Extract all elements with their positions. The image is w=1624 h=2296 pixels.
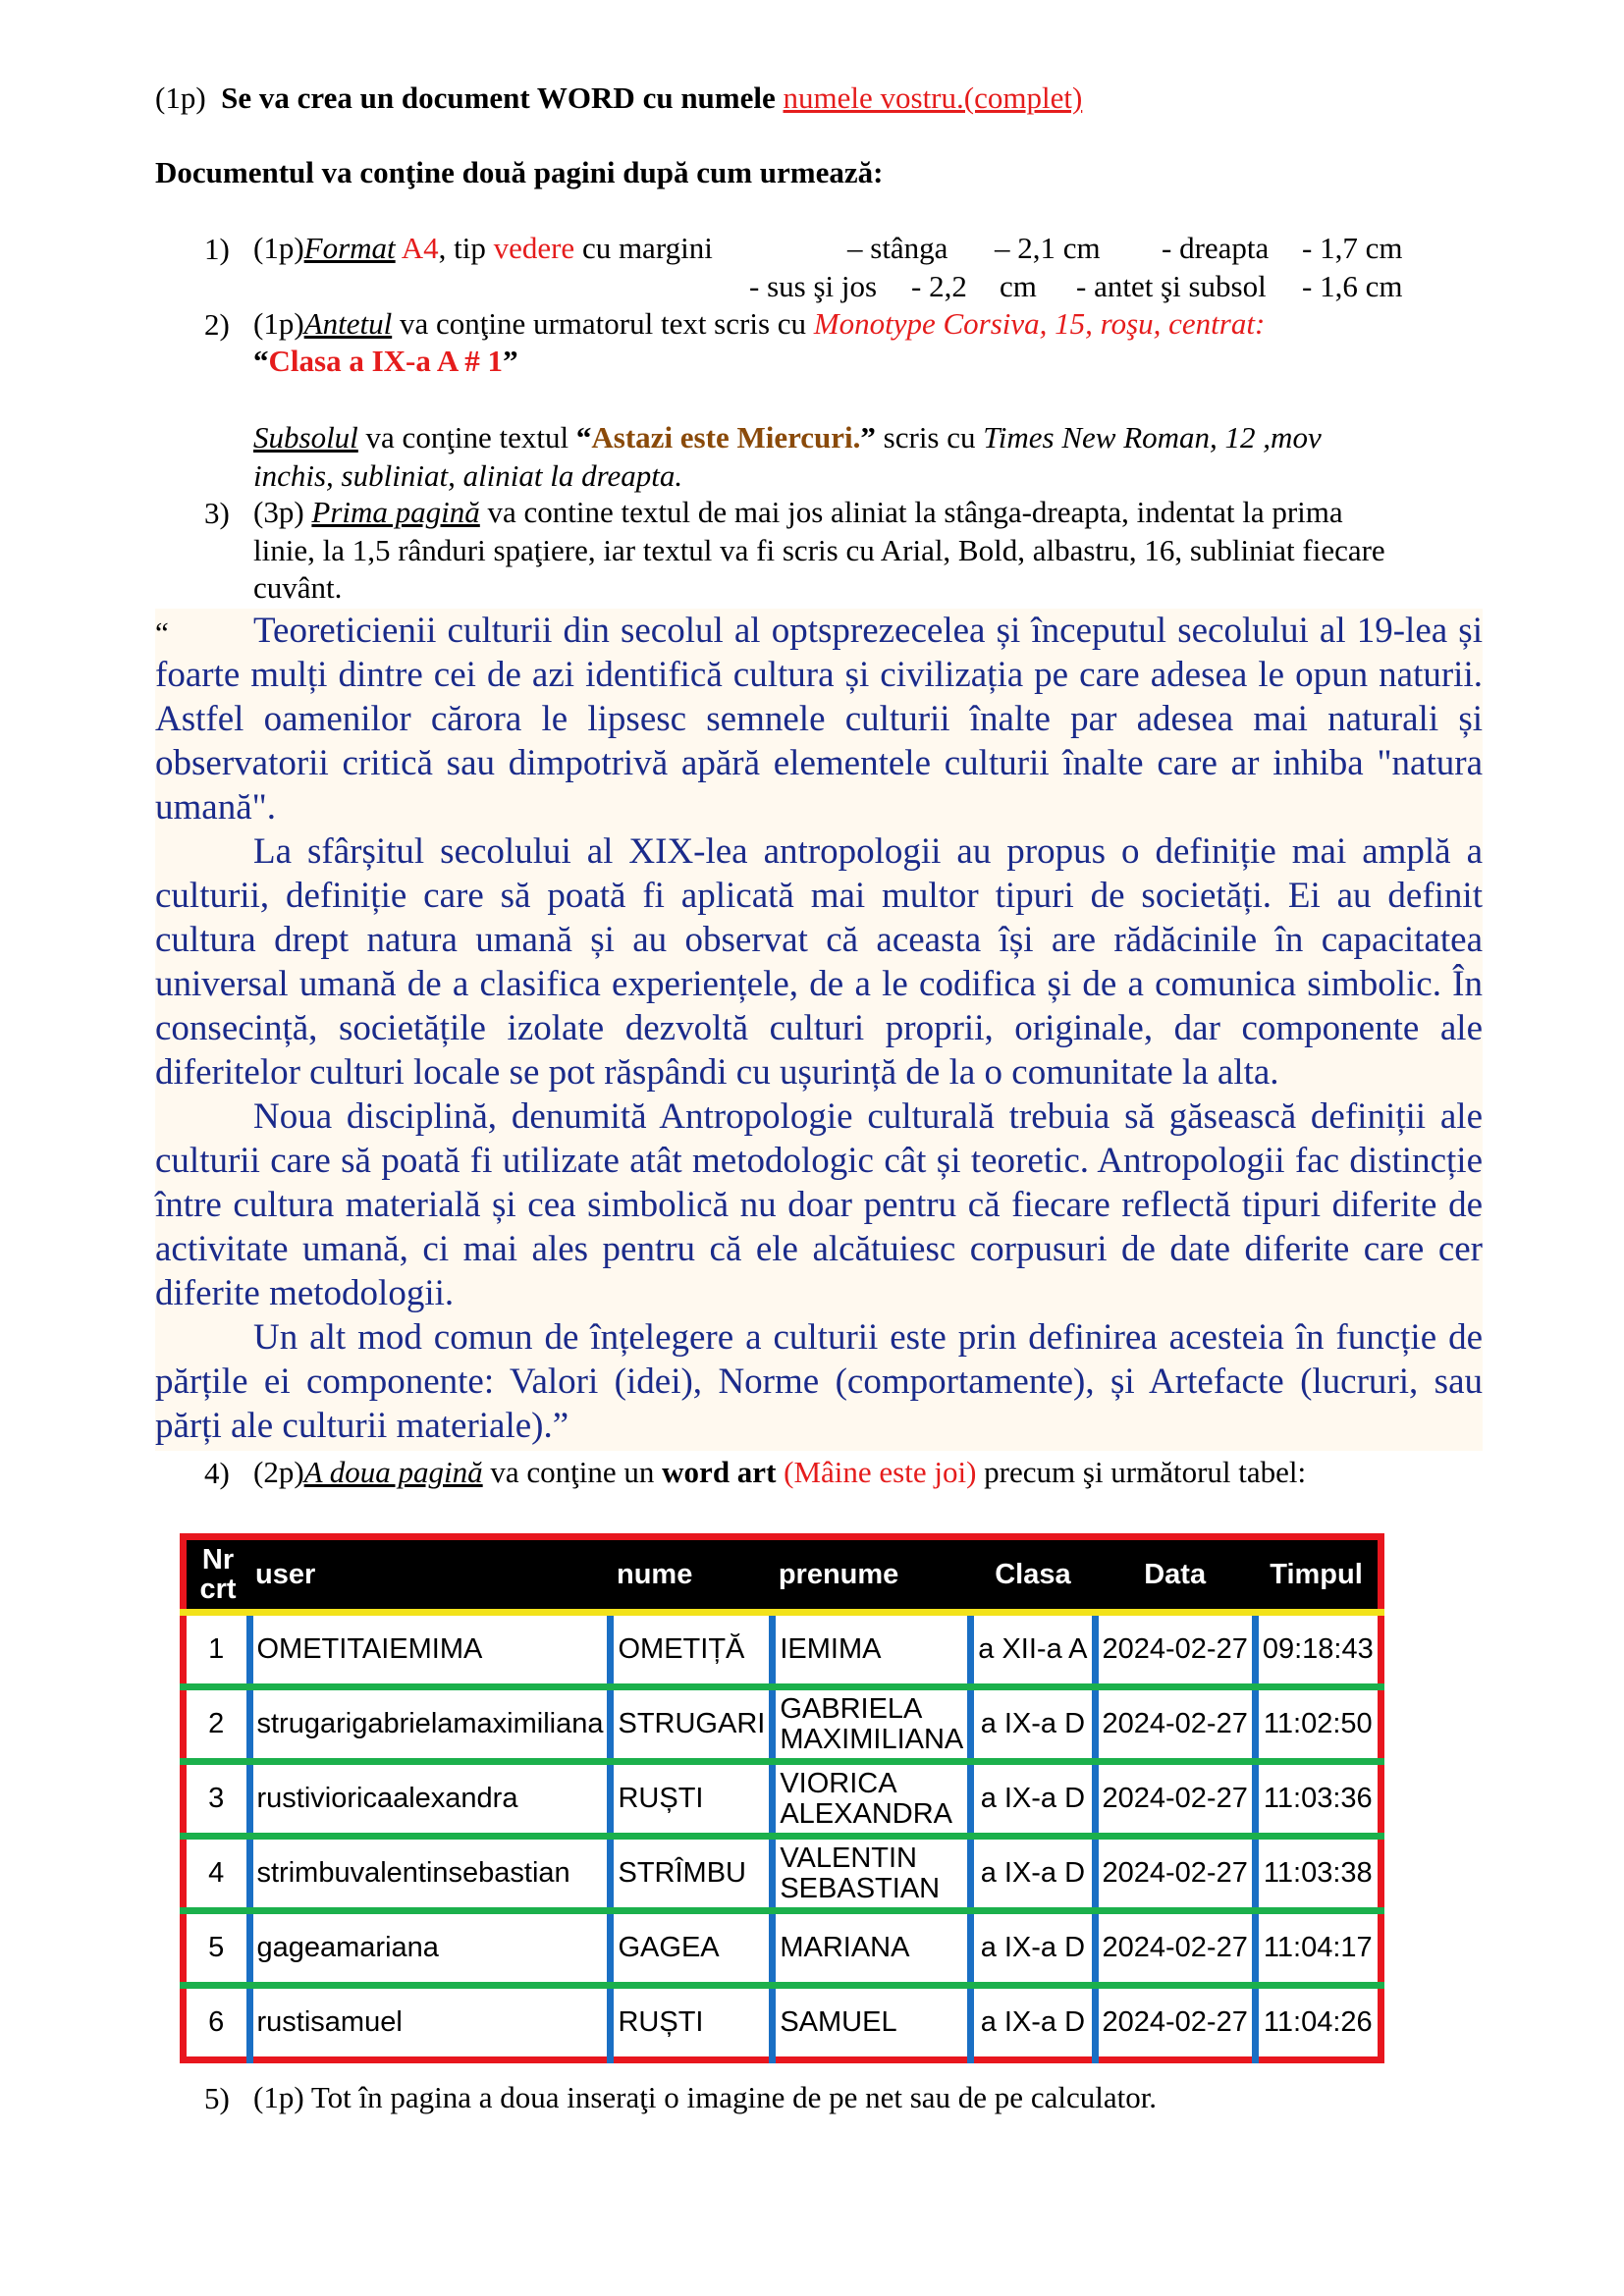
table-header-row bbox=[184, 1537, 1381, 1613]
header-timpul: Timpul bbox=[1255, 1537, 1380, 1613]
cell-prenume: VALENTIN SEBASTIAN bbox=[773, 1837, 971, 1911]
cell-clasa: a IX-a D bbox=[971, 1911, 1095, 1986]
item-2-line-1: (1p)Antetul va conţine urmatorul text scris cu Monotype Corsiva, 15, roşu, centrat: bbox=[253, 306, 1266, 341]
points-label: (1p) bbox=[155, 80, 206, 115]
cell-data: 2024-02-27 bbox=[1095, 1986, 1255, 2060]
cell-nr: 5 bbox=[184, 1911, 250, 1986]
item-number: 3) bbox=[204, 496, 230, 530]
cell-clasa: a XII-a A bbox=[971, 1613, 1095, 1687]
item-4-line: (2p)A doua pagină va conţine un word art (Mâine este joi) precum şi următorul tabel: bbox=[253, 1455, 1307, 1489]
header-text: Se va crea un document WORD cu numele bbox=[221, 80, 776, 115]
cell-nr: 6 bbox=[208, 2006, 225, 2038]
footer-spec-line-2: inchis, subliniat, aliniat la dreapta. bbox=[253, 458, 683, 493]
item-number: 5) bbox=[204, 2081, 230, 2115]
header-nume: nume bbox=[611, 1537, 773, 1613]
cell-data: 2024-02-27 bbox=[1095, 1613, 1255, 1687]
header-clasa: Clasa bbox=[971, 1537, 1095, 1613]
cell-data: 2024-02-27 bbox=[1095, 1911, 1255, 1986]
cell-nume: RUȘTI bbox=[611, 1986, 773, 2060]
cell-nume: OMETIȚĂ bbox=[611, 1613, 773, 1687]
table-row bbox=[184, 1762, 1381, 1837]
item-5-line: (1p) Tot în pagina a doua inseraţi o imagine de pe net sau de pe calculator. bbox=[253, 2080, 1158, 2114]
header-user: user bbox=[249, 1537, 611, 1613]
header-margin-value: - 1,6 cm bbox=[1302, 269, 1403, 303]
item-number: 1) bbox=[204, 232, 230, 266]
table-row bbox=[184, 1837, 1381, 1911]
margin-top-label: - sus şi jos bbox=[749, 269, 878, 303]
cell-data: 2024-02-27 bbox=[1095, 1837, 1255, 1911]
passage-paragraph: Teoreticienii culturii din secolul al optsprezecelea și începutul secolului al 19-lea și foarte mulți dintre cei de azi identifică cultura și civilizația pe care adesea le opun naturii. Astfel oamenilor cărora le lipsesc semnele culturii înalte par adesea mai naturali și observatorii critică sau dimpotrivă apără elementele culturii înalte care ar inhiba "natura umană". bbox=[155, 611, 1483, 828]
students-table bbox=[180, 1533, 1384, 2063]
cell-user: strugarigabrielamaximiliana bbox=[249, 1687, 611, 1762]
cell-user: rustivioricaalexandra bbox=[249, 1762, 611, 1837]
cell-user: rustisamuel bbox=[249, 1986, 611, 2060]
margin-right-label: - dreapta bbox=[1162, 231, 1270, 265]
task-header bbox=[155, 80, 1082, 116]
cell-timp: 11:03:36 bbox=[1255, 1762, 1380, 1837]
cell-nume: GAGEA bbox=[611, 1911, 773, 1986]
cell-user: strimbuvalentinsebastian bbox=[249, 1837, 611, 1911]
cell-data: 2024-02-27 bbox=[1095, 1762, 1255, 1837]
header-prenume: prenume bbox=[773, 1537, 971, 1613]
cell-user: gageamariana bbox=[249, 1911, 611, 1986]
header-margin-label: - antet şi subsol bbox=[1076, 269, 1267, 303]
cell-nr: 4 bbox=[184, 1837, 250, 1911]
margin-left-value: – 2,1 cm bbox=[995, 231, 1101, 265]
item-number: 4) bbox=[204, 1456, 230, 1490]
passage-paragraph: La sfârșitul secolului al XIX-lea antropologii au propus o definiție mai amplă a culturii, definiție care să poată fi aplicată mai multor tipuri de societăți. Ei au definit cultura drept natura umană și au observat că aceasta își are rădăcinile în capacitatea universal umană de a clasifica experiențele, de a le codifica și de a comunica simbolic. În consecință, societățile izolate dezvoltă culturi proprii, originale, dar componente ale diferitelor culturi locale se pot răspândi cu ușurință de la o comunitate la alta. bbox=[155, 831, 1483, 1093]
header-nr-crt: Nr crt bbox=[184, 1537, 250, 1613]
passage-paragraph: Noua disciplină, denumită Antropologie culturală trebuia să găsească definiții ale culturii care să poată fi utilizate atât metodologic cât și teoretic. Antropologii fac distincție între cultura materială și cea simbolică nu doar pentru că fiecare reflectă tipuri diferite de activitate umană, ci mai ales pentru că ele alcătuiesc corpusuri de date diferite care cer diferite metodologii. bbox=[155, 1096, 1483, 1313]
item-3-line-2: linie, la 1,5 rânduri spaţiere, iar textul va fi scris cu Arial, Bold, albastru, 16, subliniat fiecare bbox=[253, 533, 1385, 567]
cell-clasa: a IX-a D bbox=[971, 1837, 1095, 1911]
cell-timp: 11:02:50 bbox=[1255, 1687, 1380, 1762]
cell-timp: 09:18:43 bbox=[1255, 1613, 1380, 1687]
cell-prenume: SAMUEL bbox=[773, 1986, 971, 2060]
table-row bbox=[184, 1613, 1381, 1687]
item-1-line-1: (1p)Format A4, tip vedere cu margini bbox=[253, 231, 713, 265]
cell-data: 2024-02-27 bbox=[1095, 1687, 1255, 1762]
cell-timp: 11:04:26 bbox=[1255, 1986, 1380, 2060]
intro-text: Documentul va conţine două pagini după cum urmează: bbox=[155, 155, 884, 189]
margin-right-value: - 1,7 cm bbox=[1302, 231, 1403, 265]
header-data: Data bbox=[1095, 1537, 1255, 1613]
cell-nume: STRUGARI bbox=[611, 1687, 773, 1762]
cell-nume: RUȘTI bbox=[611, 1762, 773, 1837]
item-number: 2) bbox=[204, 307, 230, 342]
quote-mark: “ bbox=[155, 615, 169, 650]
table-row bbox=[184, 1687, 1381, 1762]
cell-prenume: GABRIELA MAXIMILIANA bbox=[773, 1687, 971, 1762]
margin-top-value: - 2,2 bbox=[911, 269, 967, 303]
passage-paragraph: Un alt mod comun de înțelegere a culturii este prin definirea acesteia în funcție de părțile ei componente: Valori (idei), Norme (comportamente), și Artefacte (lucruri, sau părți ale culturii materiale).” bbox=[155, 1317, 1483, 1446]
footer-spec-line-1: Subsolul va conţine textul “Astazi este Miercuri.” scris cu Times New Roman, 12 ,mov bbox=[253, 420, 1322, 454]
table-row bbox=[184, 1986, 1381, 2060]
cell-timp: 11:03:38 bbox=[1255, 1837, 1380, 1911]
cell-prenume: IEMIMA bbox=[773, 1613, 971, 1687]
cell-clasa: a IX-a D bbox=[971, 1762, 1095, 1837]
name-link: numele vostru.(complet) bbox=[783, 80, 1083, 115]
cell-clasa: a IX-a D bbox=[971, 1986, 1095, 2060]
item-3-line-3: cuvânt. bbox=[253, 570, 343, 605]
cell-nr: 1 bbox=[184, 1613, 250, 1687]
cell-prenume: MARIANA bbox=[773, 1911, 971, 1986]
cell-nr: 2 bbox=[184, 1687, 250, 1762]
cell-clasa: a IX-a D bbox=[971, 1687, 1095, 1762]
culture-passage bbox=[155, 609, 1483, 1451]
cell-nr: 3 bbox=[184, 1762, 250, 1837]
margin-left-label: – stânga bbox=[847, 231, 948, 265]
margin-top-unit: cm bbox=[1000, 269, 1037, 303]
header-quote: “Clasa a IX-a A # 1” bbox=[253, 344, 518, 378]
cell-nume: STRÎMBU bbox=[611, 1837, 773, 1911]
cell-user: OMETITAIEMIMA bbox=[249, 1613, 611, 1687]
table-row bbox=[184, 1911, 1381, 1986]
cell-timp: 11:04:17 bbox=[1255, 1911, 1380, 1986]
item-3-line-1: (3p) Prima pagină va contine textul de mai jos aliniat la stânga-dreapta, indentat la prima bbox=[253, 495, 1343, 529]
cell-prenume: VIORICA ALEXANDRA bbox=[773, 1762, 971, 1837]
